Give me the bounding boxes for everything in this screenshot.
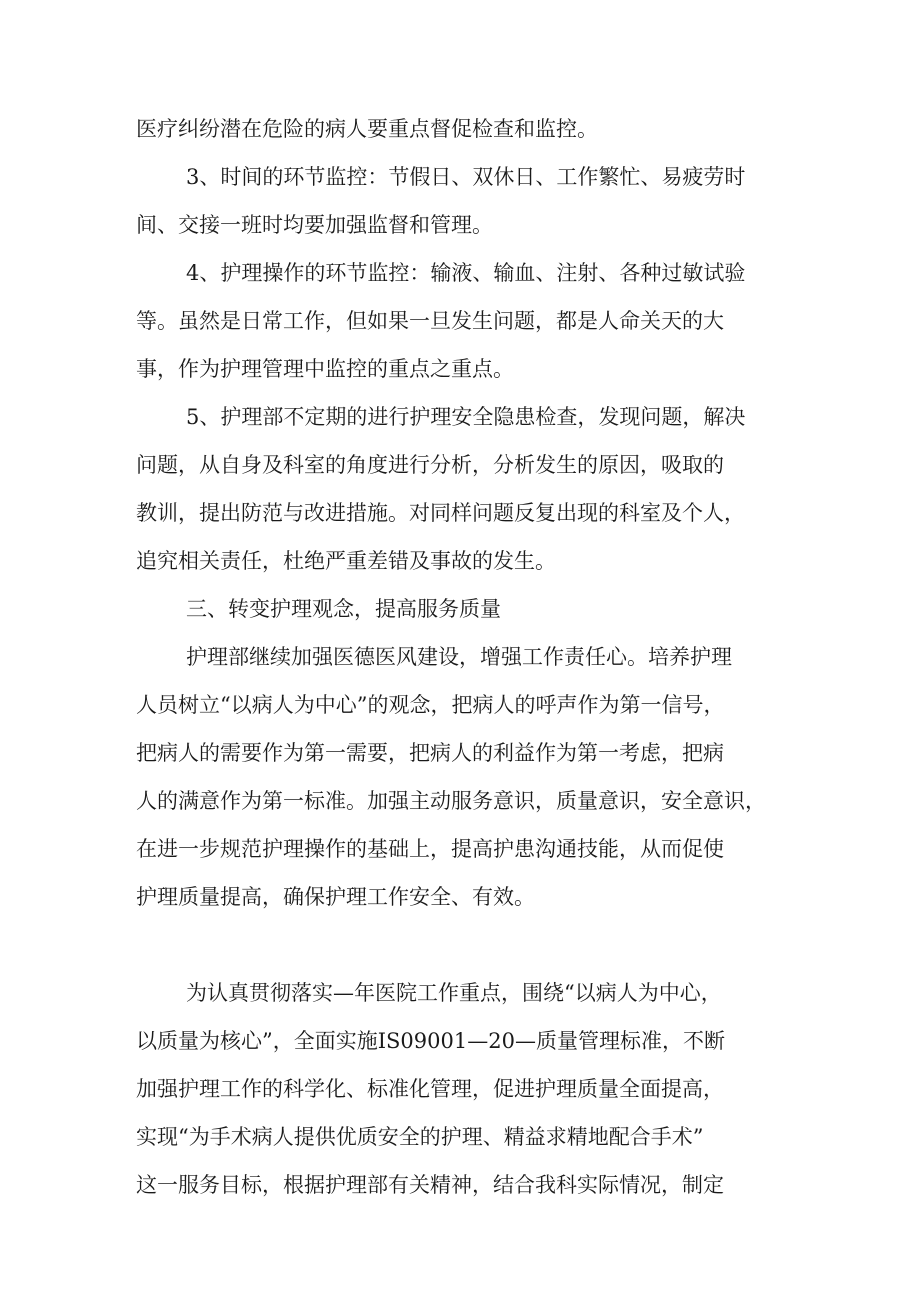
text-line: 4、护理操作的环节监控：输液、输血、注射、各种过敏试验 <box>186 261 746 285</box>
text-line: 教训，提出防范与改进措施。对同样问题反复出现的科室及个人， <box>136 501 745 525</box>
text-line: 人员树立“以病人为中心”的观念，把病人的呼声作为第一信号， <box>136 693 725 717</box>
paragraph-gap <box>136 921 796 969</box>
text-line: 医疗纠纷潜在危险的病人要重点督促检查和监控。 <box>136 117 598 141</box>
text-line: 间、交接一班时均要加强监督和管理。 <box>136 213 493 237</box>
text-line: 等。虽然是日常工作，但如果一旦发生问题，都是人命关天的大 <box>136 309 724 333</box>
text-line: 在进一步规范护理操作的基础上，提高护患沟通技能，从而促使 <box>136 837 724 861</box>
text-line: 为认真贯彻落实—年医院工作重点，围绕“以病人为中心， <box>186 981 722 1005</box>
text-line: 加强护理工作的科学化、标准化管理，促进护理质量全面提高， <box>136 1077 724 1101</box>
section-heading: 三、转变护理观念，提高服务质量 <box>186 597 501 621</box>
text-line: 把病人的需要作为第一需要，把病人的利益作为第一考虑，把病 <box>136 741 724 765</box>
document-body <box>136 105 796 1209</box>
text-line: 5、护理部不定期的进行护理安全隐患检查，发现问题，解决 <box>186 405 746 429</box>
text-line: 人的满意作为第一标准。加强主动服务意识，质量意识，安全意识， <box>136 789 766 813</box>
text-line: 实现“为手术病人提供优质安全的护理、精益求精地配合手术” <box>136 1125 704 1149</box>
text-line: 问题，从自身及科室的角度进行分析，分析发生的原因，吸取的 <box>136 453 724 477</box>
text-line: 3、时间的环节监控：节假日、双休日、工作繁忙、易疲劳时 <box>186 165 746 189</box>
text-line: 事，作为护理管理中监控的重点之重点。 <box>136 357 514 381</box>
text-line: 以质量为核心”，全面实施IS09001—20—质量管理标准，不断 <box>136 1029 725 1053</box>
text-line: 追究相关责任，杜绝严重差错及事故的发生。 <box>136 549 556 573</box>
text-line: 这一服务目标，根据护理部有关精神，结合我科实际情况，制定 <box>136 1173 724 1197</box>
text-line: 护理质量提高，确保护理工作安全、有效。 <box>136 885 535 909</box>
text-line: 护理部继续加强医德医风建设，增强工作责任心。培养护理 <box>186 645 732 669</box>
